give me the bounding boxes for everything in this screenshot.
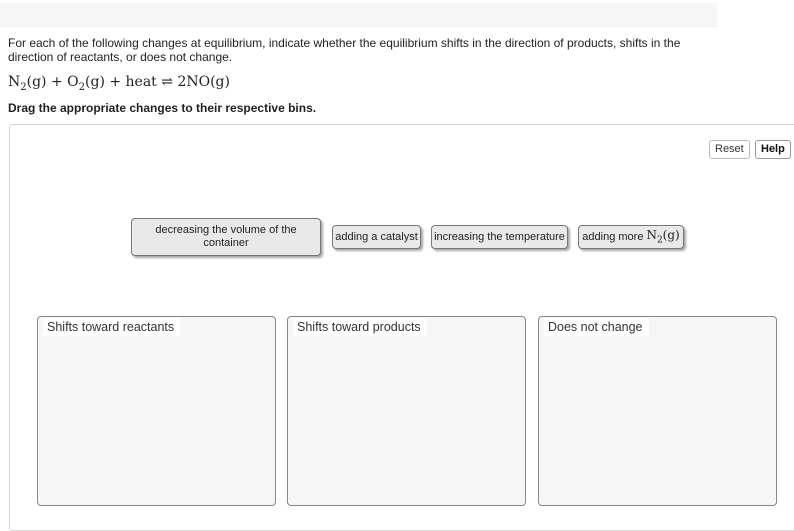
equation-o: O bbox=[67, 74, 79, 90]
equation-gas-2: (g) + heat ⇌ 2NO(g) bbox=[85, 74, 230, 90]
bin-label: Shifts toward products bbox=[293, 318, 427, 336]
equation-o-subscript: 2 bbox=[78, 81, 86, 93]
bin-label: Shifts toward reactants bbox=[43, 318, 180, 336]
equation-n-subscript: 2 bbox=[20, 81, 27, 93]
tile-increasing-temperature[interactable] bbox=[431, 225, 568, 249]
tile-formula-state: (g) bbox=[662, 228, 680, 243]
bin-shifts-toward-reactants[interactable] bbox=[37, 316, 276, 506]
tile-formula-symbol: N bbox=[646, 228, 657, 243]
help-button[interactable]: Help bbox=[755, 140, 791, 159]
drag-instruction: Drag the appropriate changes to their respective bins. bbox=[8, 101, 317, 115]
bin-label: Does not change bbox=[544, 318, 649, 336]
bin-does-not-change[interactable] bbox=[538, 316, 777, 506]
bin-shifts-toward-products[interactable] bbox=[287, 316, 526, 506]
tile-label: adding a catalyst bbox=[335, 231, 418, 243]
tile-adding-catalyst[interactable] bbox=[332, 225, 421, 249]
equation-n: N bbox=[8, 74, 21, 90]
tile-adding-more-n2[interactable] bbox=[578, 225, 684, 249]
tile-label: increasing the temperature bbox=[434, 231, 565, 243]
reset-button[interactable]: Reset bbox=[709, 140, 750, 159]
tile-formula bbox=[646, 228, 679, 245]
tile-decreasing-volume[interactable] bbox=[131, 218, 321, 256]
question-prompt: For each of the following changes at equilibrium, indicate whether the equilibrium shifts in the direction of products, shifts in the direction of reactants, or does not change. bbox=[8, 36, 681, 64]
reaction-equation bbox=[8, 74, 230, 93]
tile-formula-subscript: 2 bbox=[656, 235, 663, 246]
tile-label: decreasing the volume of the container bbox=[155, 224, 297, 249]
tile-label: adding more bbox=[582, 231, 644, 243]
top-bar bbox=[0, 3, 717, 27]
equation-gas-1: (g) + bbox=[26, 74, 68, 90]
